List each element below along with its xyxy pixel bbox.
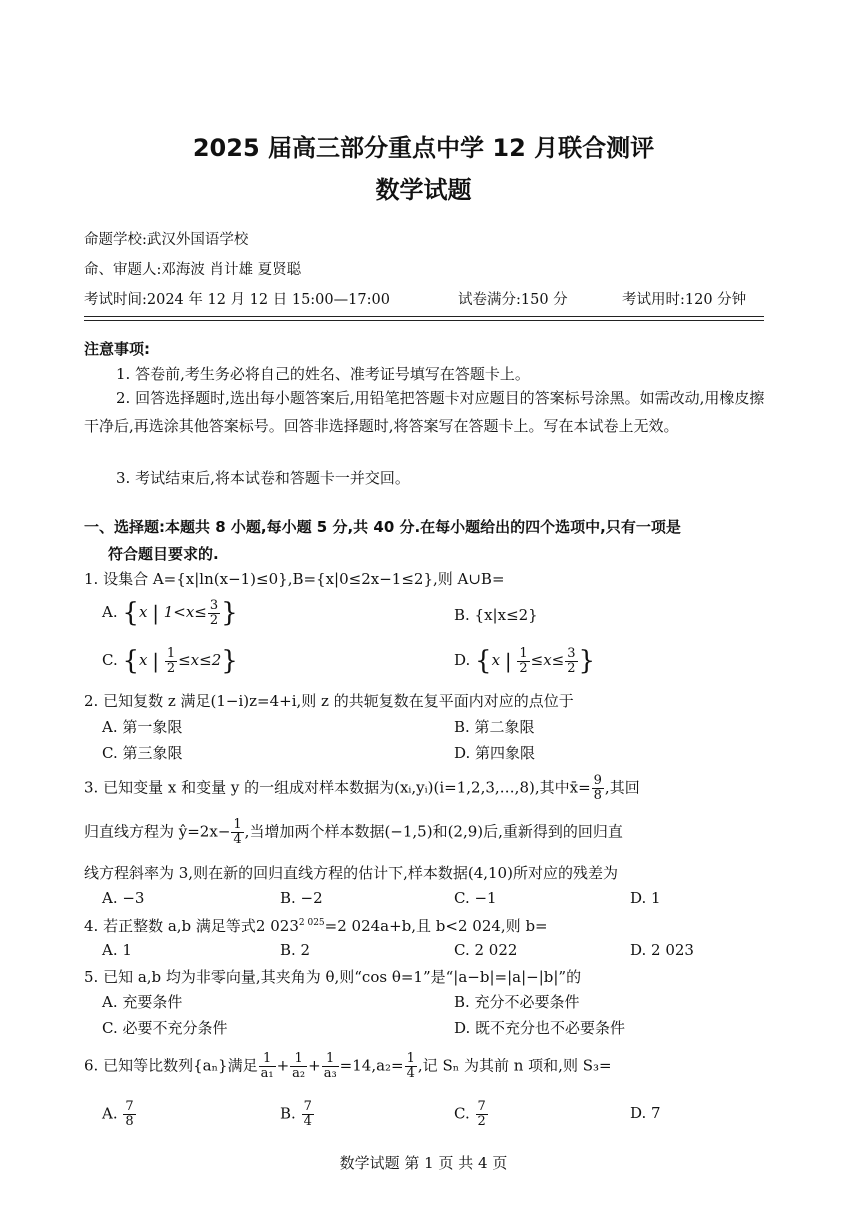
question-5-stem: 5. 已知 a,b 均为非零向量,其夹角为 θ,则“cos θ=1”是“|a−b|=|a|−|b|”的 — [84, 968, 582, 986]
fraction-numerator: 1 — [322, 1052, 339, 1067]
fraction-denominator: 4 — [303, 1114, 312, 1129]
option-label: C. — [454, 1104, 470, 1123]
question-6-stem — [84, 1052, 612, 1081]
section-heading-line1: 一、选择题:本题共 8 小题,每小题 5 分,共 40 分.在每小题给出的四个选项中,只有一项是 — [84, 518, 681, 536]
fraction-denominator: 8 — [125, 1114, 134, 1129]
fraction-numerator: 1 — [406, 1051, 415, 1066]
exam-title: 2025 届高三部分重点中学 12 月联合测评 — [192, 134, 655, 162]
question-3-line-1 — [84, 774, 640, 803]
question-5-option-b: B. 充分不必要条件 — [454, 993, 580, 1011]
text: 3. 已知变量 x 和变量 y 的一组成对样本数据为(xᵢ,yᵢ)(i=1,2,3,…,8),其中x̄= — [84, 778, 591, 797]
math-text: x — [139, 651, 148, 669]
exam-duration: 考试用时:120 分钟 — [622, 292, 747, 308]
fraction-numerator: 1 — [290, 1052, 307, 1067]
question-2-stem: 2. 已知复数 z 满足(1−i)z=4+i,则 z 的共轭复数在复平面内对应的点位于 — [84, 692, 574, 710]
text: =2 024a+b,且 b<2 024,则 b= — [324, 917, 548, 935]
fraction-numerator: 1 — [166, 645, 176, 661]
question-2-option-d: D. 第四象限 — [454, 744, 536, 762]
question-4-option-d: D. 2 023 — [630, 941, 694, 959]
option-label: B. — [280, 1104, 296, 1123]
question-3-option-c: C. −1 — [454, 889, 497, 907]
text: ,其回 — [604, 778, 640, 797]
plus-sign: + — [276, 1056, 290, 1075]
fraction-numerator: 1 — [233, 817, 242, 832]
plus-sign: + — [308, 1056, 321, 1075]
question-6-option-b — [280, 1100, 315, 1129]
question-5-option-a: A. 充要条件 — [102, 993, 183, 1011]
question-1-stem: 1. 设集合 A={x|ln(x−1)≤0},B={x|0≤2x−1≤2},则 A∪B= — [84, 570, 505, 588]
option-label: C. — [102, 651, 118, 669]
text: 4. 若正整数 a,b 满足等式2 023 — [84, 917, 299, 935]
fraction-numerator: 7 — [303, 1099, 312, 1114]
question-2-option-a: A. 第一象限 — [102, 718, 183, 736]
fraction-denominator: 4 — [406, 1066, 415, 1081]
exam-subject: 数学试题 — [375, 176, 472, 204]
question-2-option-b: B. 第二象限 — [454, 718, 535, 736]
question-3-option-a: A. −3 — [102, 889, 145, 907]
math-text: x — [491, 651, 501, 669]
fraction-numerator: 3 — [567, 645, 576, 661]
question-6-option-c — [454, 1100, 489, 1129]
option-label: D. — [454, 651, 471, 669]
section-heading — [84, 514, 774, 568]
question-1-option-c: C. {x | $\frac{1}{2}$ ≤x≤2} — [102, 645, 238, 676]
fraction-denominator: a₁ — [260, 1066, 274, 1081]
question-3-option-d: D. 1 — [630, 889, 661, 907]
text: 归直线方程为 ŷ=2x− — [84, 822, 231, 841]
fraction-denominator: 2 — [166, 660, 176, 676]
question-5-option-d: D. 既不充分也不必要条件 — [454, 1019, 626, 1037]
question-4-stem — [84, 915, 548, 936]
fraction-denominator: 2 — [209, 612, 219, 628]
fraction-denominator: 2 — [519, 660, 528, 676]
question-1-option-d: D. {x | $\frac{1}{2}$ ≤x≤ $\frac{3}{2}$ } — [454, 645, 596, 676]
fraction-numerator: 7 — [125, 1099, 134, 1114]
fraction-denominator: 4 — [233, 832, 242, 847]
math-text: 1<x≤ — [163, 603, 207, 621]
question-1-option-a: A. {x | 1<x≤ $\frac{3}{2}$ } — [102, 597, 238, 628]
page-footer: 数学试题 第 1 页 共 4 页 — [339, 1154, 508, 1172]
question-4-option-b: B. 2 — [280, 941, 311, 959]
authors-line: 命、审题人:邓海波 肖计雄 夏贤聪 — [84, 262, 302, 278]
fraction-denominator: 8 — [593, 788, 602, 803]
question-1-option-b: B. {x|x≤2} — [454, 606, 538, 624]
header-divider-thin — [84, 320, 764, 321]
question-3-line-2 — [84, 818, 623, 847]
fraction-numerator: 1 — [259, 1052, 276, 1067]
question-4-option-a: A. 1 — [102, 941, 132, 959]
fraction-numerator: 9 — [593, 773, 602, 788]
option-label: A. — [102, 1104, 118, 1123]
math-text: ≤x≤ — [530, 651, 565, 669]
fraction-denominator: 2 — [477, 1114, 486, 1129]
fraction-denominator: 2 — [567, 660, 576, 676]
fraction-numerator: 3 — [209, 597, 219, 613]
question-6-option-d: D. 7 — [630, 1104, 661, 1122]
note-item-3: 3. 考试结束后,将本试卷和答题卡一并交回。 — [116, 469, 410, 487]
math-text: x — [138, 603, 148, 621]
fraction-denominator: a₂ — [292, 1066, 306, 1081]
math-text: ≤x≤2 — [178, 651, 222, 669]
exponent: 2 025 — [298, 918, 325, 928]
question-5-option-c: C. 必要不充分条件 — [102, 1019, 228, 1037]
text: ,记 Sₙ 为其前 n 项和,则 S₃= — [417, 1056, 612, 1075]
exam-time: 考试时间:2024 年 12 月 12 日 15:00—17:00 — [84, 292, 390, 308]
question-2-option-c: C. 第三象限 — [102, 744, 183, 762]
question-3-option-b: B. −2 — [280, 889, 323, 907]
fraction-denominator: a₃ — [323, 1066, 337, 1081]
note-item-2: 2. 回答选择题时,选出每小题答案后,用铅笔把答题卡对应题目的答案标号涂黑。如需改动,用橡皮擦干净后,再选涂其他答案标号。回答非选择题时,将答案写在答题卡上。写在本试卷上无效。 — [84, 389, 765, 435]
fraction-numerator: 1 — [519, 645, 528, 661]
question-4-option-c: C. 2 022 — [454, 941, 518, 959]
school-line: 命题学校:武汉外国语学校 — [84, 232, 249, 248]
section-heading-line2: 符合题目要求的. — [108, 545, 219, 563]
fraction-numerator: 7 — [477, 1099, 486, 1114]
text: 6. 已知等比数列{aₙ}满足 — [84, 1056, 258, 1075]
question-6-option-a — [102, 1100, 137, 1129]
text: ,当增加两个样本数据(−1,5)和(2,9)后,重新得到的回归直 — [244, 822, 623, 841]
full-score: 试卷满分:150 分 — [458, 292, 568, 308]
question-3-line-3: 线方程斜率为 3,则在新的回归直线方程的估计下,样本数据(4,10)所对应的残差为 — [84, 864, 618, 882]
note-item-1: 1. 答卷前,考生务必将自己的姓名、准考证号填写在答题卡上。 — [116, 365, 530, 383]
option-label: A. — [102, 603, 118, 621]
text: =14,a₂= — [339, 1056, 404, 1075]
notes-heading: 注意事项: — [84, 340, 150, 358]
header-divider — [84, 316, 764, 317]
